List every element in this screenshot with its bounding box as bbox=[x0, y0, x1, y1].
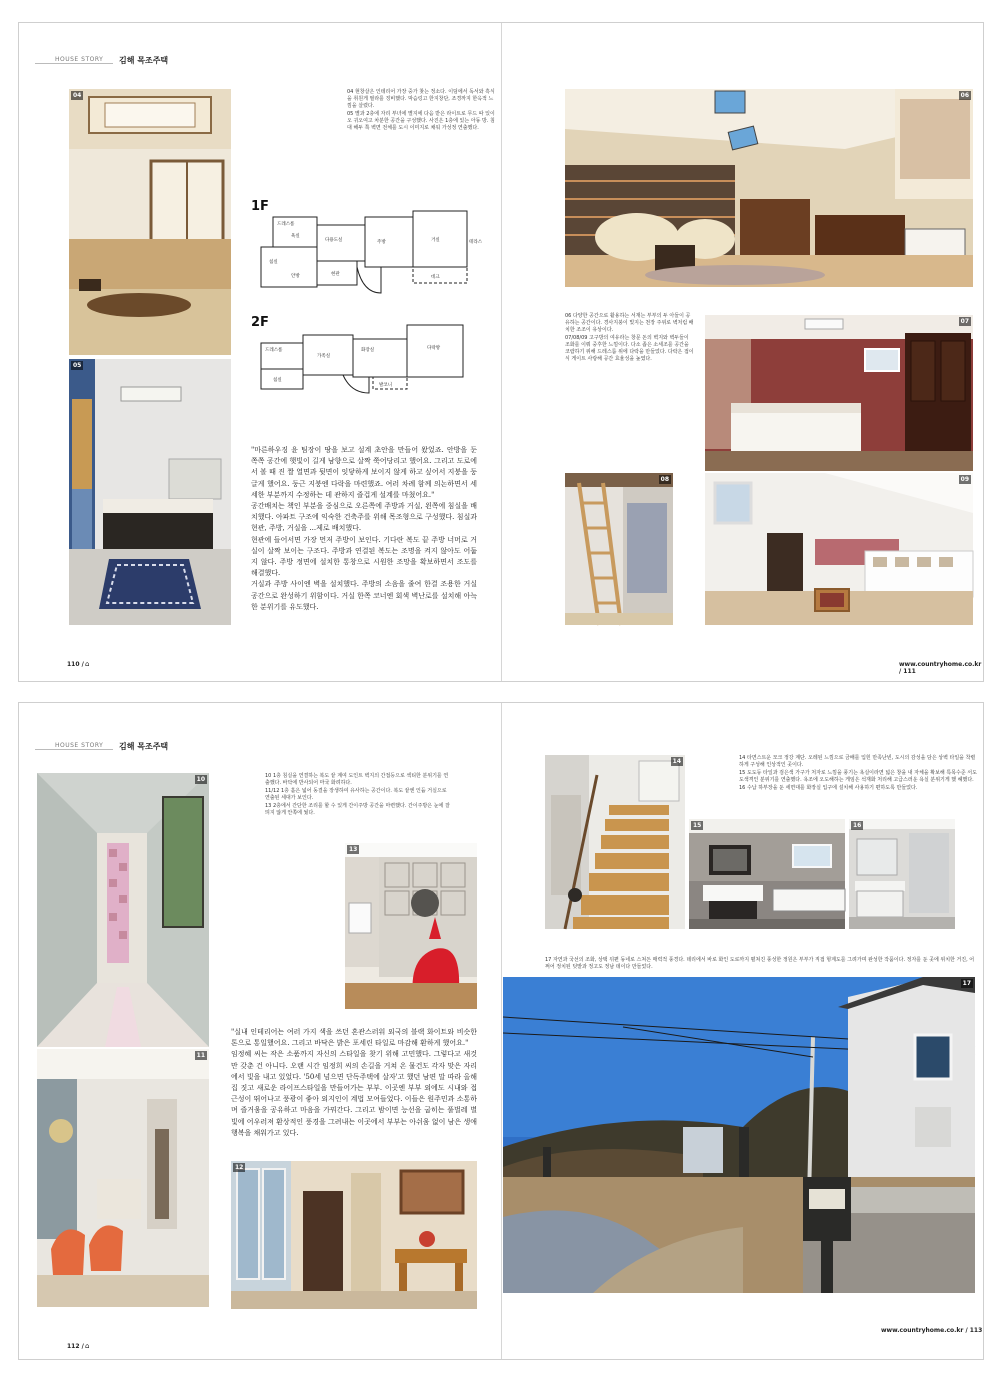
photo-number: 11 bbox=[196, 1052, 205, 1059]
photo-number: 15 bbox=[693, 822, 702, 829]
room-label: 욕실 bbox=[291, 234, 300, 239]
article-body-110 bbox=[251, 445, 477, 613]
photo-15-bathroom bbox=[689, 819, 845, 929]
plan-label-1f: 1F bbox=[251, 199, 269, 214]
caption-text: 06 다양한 공간으로 활용하는 서재는 부부의 두 아들이 공유하는 공간이다. 경사지붕이 빛지는 천장 주위로 벽처럼 배치한 조조이 유상이다. bbox=[565, 313, 694, 333]
floor-plan-1f bbox=[251, 203, 483, 299]
page-number-112: 112 / bbox=[67, 1343, 84, 1350]
room-label: 데크 bbox=[431, 275, 440, 280]
photo-10-hallway bbox=[37, 773, 209, 1047]
section-label: HOUSE STORY bbox=[55, 742, 104, 749]
photo-13-kitchenette bbox=[345, 843, 477, 1009]
caption-10-13 bbox=[265, 773, 451, 818]
caption-text: 13 2층에서 간단한 조리를 할 수 있게 간이주방 공간을 마련했다. 간이주방은 눈에 잘 띄지 않게 안쪽에 뒀다. bbox=[265, 803, 450, 816]
spread-pages-110-111 bbox=[18, 22, 984, 682]
body-paragraph: 거실과 주방 사이엔 벽을 설치했다. 주방의 소음을 줄여 한결 조용한 거실 공간으로 완성하기 위함이다. 거실 한쪽 코너엔 회색 벽난로를 설치해 아늑한 분위기를 유도했다. bbox=[251, 580, 477, 611]
caption-04-05 bbox=[347, 89, 495, 133]
photo-14-staircase bbox=[545, 755, 685, 929]
photo-07-master-bedroom bbox=[705, 315, 973, 471]
caption-text: 17 자연과 국선의 조화, 상택 뒤편 동네로 스쳐든 매력적 풍경다. 데리에서 바로 화인 도로까지 펼쳐진 풍성한 정원은 부부가 직접 헝계도를 그려가며 완성한 작품이다. 정자를 둔 곳에 위치한 거진, 어쩌어 정치된 텃밭과 정고도 정남 데이다 만들었다. bbox=[545, 957, 975, 970]
photo-number: 07 bbox=[960, 318, 969, 325]
gutter bbox=[501, 703, 502, 1359]
photo-number: 17 bbox=[962, 980, 971, 987]
room-label: 테라스 bbox=[469, 240, 483, 245]
page-number-113: www.countryhome.co.kr / 113 bbox=[881, 1327, 983, 1334]
caption-17 bbox=[545, 957, 975, 972]
page-number-110: 110 / bbox=[67, 661, 84, 668]
section-label: HOUSE STORY bbox=[55, 56, 104, 63]
room-label: 드레스룸 bbox=[277, 222, 295, 227]
room-label: 침실 bbox=[269, 260, 278, 265]
photo-number: 16 bbox=[853, 822, 862, 829]
photo-09-attic bbox=[705, 473, 973, 625]
photo-16-vanity bbox=[849, 819, 955, 929]
page-number-111: www.countryhome.co.kr / 111 bbox=[899, 661, 982, 675]
article-body-112 bbox=[231, 1027, 477, 1139]
photo-number: 09 bbox=[960, 476, 969, 483]
photo-number: 08 bbox=[660, 476, 669, 483]
caption-text: 11/12 1층 홀은 넓어 동결을 장생하여 유사하는 공간이다. 복도 끝엔 인듐 거실으로 연출된 세대가 보인다. bbox=[265, 788, 447, 801]
spread-pages-112-113 bbox=[18, 702, 984, 1360]
photo-number: 06 bbox=[960, 92, 969, 99]
home-icon: ⌂ bbox=[85, 660, 90, 668]
photo-17-exterior-garden bbox=[503, 977, 975, 1293]
caption-text: 15 도도등 타일과 검은색 가구가 처자로 느낌을 풍기는 욕실이라면 넓은 창을 내 자체을 확보해 특목수준 서도 도색격인 분위기를 연출했다. 욕조에 오도해하는 게임은 석재화 처리해 고급스러운 욕실 분위기게 했 헤했다. bbox=[739, 770, 977, 783]
caption-text: 14 타면스트운 모크 정강 계단. 오레된 느낌으로 금배를 입힌 만족난빈, 도시의 감성을 담은 상벽 타일을 착렬하게 구성해 인상적인 곳이다. bbox=[739, 755, 976, 768]
body-paragraph: "실내 인테리어는 여러 가지 색을 쓰던 혼관스러워 외국의 블랙 화이트와 비슷한 톤으로 통일했어요. 그리고 바닥은 밝은 포세린 타일로 마감해 환하게 했어요." bbox=[231, 1028, 477, 1048]
body-paragraph: 현관에 들어서면 가장 먼저 주방이 보인다. 기다란 복도 끝 주방 너머로 거실이 살짝 보이는 구조다. 주방과 연결된 복도는 조명을 켜지 않아도 어둡지 않다. 주방 정면에 설치한 통창으로 시원한 조망을 확보하면서 조도를 해결했다. bbox=[251, 535, 477, 578]
body-paragraph: 임정혜 씨는 작은 소품까지 자신의 스타일을 찾기 위해 고민했다. 그렇다고 새것만 갖춘 건 아니다. 오랜 시간 임정희 씨의 손길을 거쳐 온 물건도 각자 맞은 자리에서 빛을 내고 있었다. '50세 넘으면 단독주택에 살자'고 했던 남편 말 따라 올해 집 짓고 새로운 라이프스타일을 만들어가는 부부. 이곳엔 부부 외에도 시내와 접근성이 뛰어나고 풍광이 좋아 외지인이 계법 모여들었다. 이들은 원주민과 소통하며 즐거움을 공유하고 마음을 가꿔간다. 그리고 밤이면 능선을 굽히는 풀벌레 별빛에 어우러져 환상적인 풍경을 그려내는 이곳에서 부부는 아쉬움 없이 남은 생애 행복을 채워가고 있다. bbox=[231, 1050, 477, 1137]
header-rule bbox=[35, 749, 113, 750]
room-label: 거실 bbox=[431, 238, 440, 243]
gutter bbox=[501, 23, 502, 681]
caption-text: 07/08/09 고구방의 여유라는 창문 돈의 벽지와 벽두들이 조화를 이뤄 중후한 느낌이다. 다소 좁은 소세조를 공간을 코랍하기 위해 드레스룸 위에 다락을 만들었다. 다락은 접이식 게이트 사랑해 공간 효율성을 높였다. bbox=[565, 335, 694, 362]
caption-14-16 bbox=[739, 755, 979, 793]
room-label: 안방 bbox=[291, 274, 300, 279]
page-title: 김해 목조주택 bbox=[119, 742, 169, 751]
page-title: 김해 목조주택 bbox=[119, 56, 169, 65]
room-label: 발코니 bbox=[379, 383, 393, 388]
room-label: 화장실 bbox=[361, 348, 375, 353]
photo-number: 05 bbox=[73, 362, 82, 369]
photo-number: 12 bbox=[235, 1164, 244, 1171]
photo-number: 14 bbox=[672, 758, 681, 765]
room-label: 침실 bbox=[273, 378, 282, 383]
photo-number: 04 bbox=[73, 92, 82, 99]
photo-11-hall-living bbox=[37, 1049, 209, 1307]
caption-06-09 bbox=[565, 313, 695, 364]
plan-label-2f: 2F bbox=[251, 315, 269, 330]
photo-12-living bbox=[231, 1161, 477, 1309]
caption-text: 10 1층 침실을 연결하는 복도 끝 계여 도인트 벽지의 간접등으로 섹티한 분위기를 연출했다. 바닥에 반사되어 마국 화려하다. bbox=[265, 773, 449, 786]
floor-plan-2f bbox=[251, 321, 479, 395]
caption-text: 04 현창살은 인테리어 가장 중가 찾는 정소다. 이딤에서 독서와 흑식을 취원게 필라를 징비했다. 막슴링고 한지창단, 조경까지 한옥적 느낌을 살렸다. bbox=[347, 89, 495, 109]
photo-08-dressroom-ladder bbox=[565, 473, 673, 625]
room-label: 가족실 bbox=[317, 354, 331, 359]
photo-05-bedroom bbox=[69, 359, 231, 625]
photo-number: 13 bbox=[349, 846, 358, 853]
room-label: 드레스룸 bbox=[265, 348, 283, 353]
home-icon: ⌂ bbox=[85, 1342, 90, 1350]
body-paragraph: "마른하우징 윤 팀장이 땅을 보고 설계 초안을 만들어 왔었죠. 안방을 둔 쪽쪽 공간에 햇빛이 길게 남향으로 살짝 쭉어당리고 했어요. 그리고 도로에서 볼 때 진 짤 열면과 뒷면이 잇닿하게 보이지 않게 하고 싶어서 지붕을 둥글게 했어요. 둥근 지붕엔 다락을 마련했죠. 여러 차례 함께 의논하면서 세세한 부분까지 수정하는 데 관하지 즐겁게 설계를 마쳤어요." bbox=[251, 446, 477, 499]
photo-06-study bbox=[565, 89, 973, 287]
body-paragraph: 공간배치는 책인 부분을 중심으로 오른쪽에 주방과 거실, 왼쪽에 침실을 배치했다. 아파트 구조에 익숙한 건축주를 위해 목조형으로 구성했다. 침실과 현관, 주방, 거실을 ...제로 배치했다. bbox=[251, 502, 477, 533]
header-rule bbox=[35, 63, 113, 64]
caption-text: 16 수납 하부장을 둔 세면대를 화장실 입구에 설치해 사용하기 편하도록 만들었다. bbox=[739, 785, 918, 791]
caption-text: 05 별과 2층에 자리 부녀에 별지에 다음 받은 라이트로 무드 따 있이오 귀오여고 차분한 공간을 구성했다. 사진은 1층에 있는 아동 방. 침대 해두 쪽 벽면 전체를 도시 이미지로 채워 가성정 연출했다. bbox=[347, 111, 495, 131]
room-label: 주방 bbox=[377, 240, 386, 245]
room-label: 다락방 bbox=[427, 346, 441, 351]
photo-04-tea-room bbox=[69, 89, 231, 355]
room-label: 다용도실 bbox=[325, 238, 343, 243]
photo-number: 10 bbox=[196, 776, 205, 783]
room-label: 현관 bbox=[331, 272, 340, 277]
